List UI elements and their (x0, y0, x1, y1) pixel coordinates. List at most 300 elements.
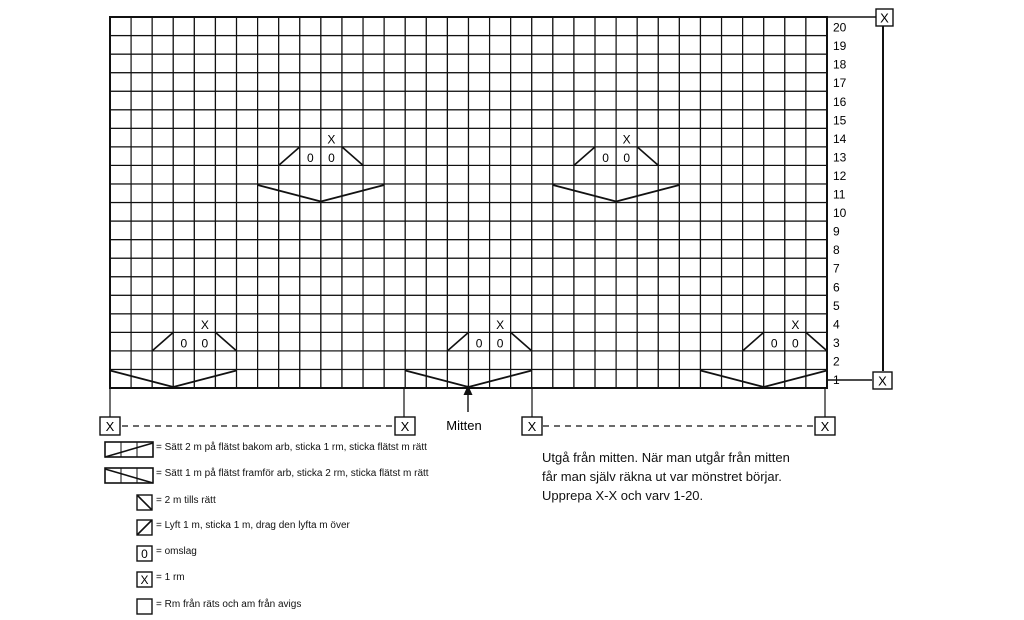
grid-cell (722, 351, 743, 370)
grid-cell (384, 203, 405, 222)
edge-x-symbol: X (327, 132, 336, 147)
grid-cell (722, 110, 743, 129)
grid-cell (785, 203, 806, 222)
row-number: 18 (833, 57, 847, 72)
grid-cell (258, 184, 279, 203)
instructions (542, 448, 882, 505)
grid-cell (131, 147, 152, 166)
grid-cell (152, 17, 173, 36)
grid-cell (131, 128, 152, 147)
grid-cell (743, 221, 764, 240)
grid-cell (574, 203, 595, 222)
grid-cell (595, 221, 616, 240)
grid-cell (490, 36, 511, 55)
grid-cell (152, 165, 173, 184)
grid-cell (384, 91, 405, 110)
grid-cell (279, 165, 300, 184)
grid-cell (469, 277, 490, 296)
grid-cell (110, 184, 131, 203)
grid-cell (764, 165, 785, 184)
grid-cell (258, 165, 279, 184)
grid-cell (237, 17, 258, 36)
grid-cell (342, 351, 363, 370)
grid-cell (658, 351, 679, 370)
instruction-line: får man själv räkna ut var mönstret börjar. (542, 469, 782, 484)
grid-cell (679, 110, 700, 129)
grid-cell (342, 17, 363, 36)
grid-cell (469, 147, 490, 166)
grid-cell (658, 36, 679, 55)
marker-label-3: X (527, 419, 537, 434)
grid-cell (447, 314, 468, 333)
grid-cell (595, 240, 616, 259)
grid-cell (806, 258, 827, 277)
grid-cell (806, 203, 827, 222)
grid-cell (194, 295, 215, 314)
grid-cell (152, 128, 173, 147)
row-number: 17 (833, 76, 847, 91)
edge-x-symbol: X (622, 132, 631, 147)
grid-cell (131, 314, 152, 333)
grid-cell (321, 184, 342, 203)
grid-cell (532, 258, 553, 277)
grid-cell (363, 351, 384, 370)
grid-cell (405, 351, 426, 370)
grid-cell (532, 17, 553, 36)
grid-cell (405, 110, 426, 129)
grid-cell (152, 314, 173, 333)
grid-cell (279, 17, 300, 36)
row-number: 3 (833, 335, 840, 350)
grid-cell (785, 147, 806, 166)
grid-cell (447, 147, 468, 166)
yarn-over-symbol: 0 (306, 150, 314, 165)
grid-cell (806, 221, 827, 240)
grid-cell (743, 36, 764, 55)
grid-cell (658, 91, 679, 110)
grid-cell (405, 147, 426, 166)
grid-cell (595, 314, 616, 333)
grid-cell (764, 36, 785, 55)
grid-cell (300, 332, 321, 351)
grid-cell (658, 54, 679, 73)
grid-cell (258, 277, 279, 296)
edge-x-symbol: X (200, 317, 209, 332)
grid-cell (764, 17, 785, 36)
grid-cell (321, 277, 342, 296)
grid-cell (321, 240, 342, 259)
grid-cell (237, 91, 258, 110)
grid-cell (595, 36, 616, 55)
grid-cell (679, 295, 700, 314)
grid-cell (110, 110, 131, 129)
grid-cell (574, 17, 595, 36)
grid-cell (700, 277, 721, 296)
grid-cell (574, 277, 595, 296)
grid-cell (469, 17, 490, 36)
grid-cell (152, 54, 173, 73)
grid-cell (616, 165, 637, 184)
grid-cell (110, 17, 131, 36)
grid-cell (426, 351, 447, 370)
grid-cell (363, 332, 384, 351)
grid-cell (574, 332, 595, 351)
grid-cell (806, 110, 827, 129)
row-number: 12 (833, 168, 847, 183)
grid-cell (237, 221, 258, 240)
grid-cell (363, 17, 384, 36)
grid-cell (447, 36, 468, 55)
grid-cell (553, 295, 574, 314)
grid-cell (300, 369, 321, 388)
grid-cell (405, 91, 426, 110)
grid-cell (342, 314, 363, 333)
row-number: 14 (833, 131, 847, 146)
grid-cell (511, 277, 532, 296)
grid-cell (679, 184, 700, 203)
grid-cell (743, 258, 764, 277)
grid-cell (258, 295, 279, 314)
grid-cell (405, 54, 426, 73)
grid-cell (553, 147, 574, 166)
grid-cell (785, 221, 806, 240)
grid-cell (806, 351, 827, 370)
grid-cell (679, 73, 700, 92)
grid-cell (363, 110, 384, 129)
row-number: 15 (833, 113, 847, 128)
grid-cell (637, 314, 658, 333)
grid-cell (279, 258, 300, 277)
grid-cell (785, 54, 806, 73)
grid-cell (110, 277, 131, 296)
grid-cell (342, 240, 363, 259)
grid-cell (553, 369, 574, 388)
grid-cell (194, 221, 215, 240)
grid-cell (679, 36, 700, 55)
grid-cell (532, 240, 553, 259)
grid-cell (131, 258, 152, 277)
grid-cell (279, 36, 300, 55)
grid-cell (363, 128, 384, 147)
center-label: Mitten (446, 418, 482, 433)
grid-cell (658, 221, 679, 240)
grid-cell (637, 369, 658, 388)
legend-item (100, 493, 520, 513)
grid-cell (215, 73, 236, 92)
grid-cell (405, 295, 426, 314)
grid-cell (110, 351, 131, 370)
grid-cell (384, 54, 405, 73)
grid-cell (215, 240, 236, 259)
grid-cell (679, 221, 700, 240)
grid-cell (806, 73, 827, 92)
grid-cell (595, 295, 616, 314)
grid-cell (405, 184, 426, 203)
grid-cell (426, 258, 447, 277)
cable-back-2-1-icon (104, 441, 156, 459)
grid-cell (595, 203, 616, 222)
grid-cell (384, 36, 405, 55)
grid-cell (405, 240, 426, 259)
grid-cell (363, 91, 384, 110)
grid-cell (722, 91, 743, 110)
grid-cell (237, 73, 258, 92)
grid-cell (321, 36, 342, 55)
grid-cell (405, 332, 426, 351)
grid-cell (215, 147, 236, 166)
grid-cell (426, 203, 447, 222)
legend-item (100, 518, 520, 538)
grid-cell (595, 128, 616, 147)
grid-cell (215, 295, 236, 314)
center-arrow (446, 385, 481, 433)
grid-cell (342, 91, 363, 110)
grid-cell (574, 369, 595, 388)
yarn-over-symbol: 0 (475, 336, 483, 351)
grid-cell (616, 221, 637, 240)
row-number: 6 (833, 280, 840, 295)
grid-cell (595, 369, 616, 388)
grid-cell (384, 184, 405, 203)
grid-cell (595, 351, 616, 370)
grid-cell (553, 54, 574, 73)
grid-cell (300, 91, 321, 110)
grid-cell (110, 314, 131, 333)
grid-cell (173, 54, 194, 73)
grid-cell (469, 110, 490, 129)
row-number: 4 (833, 317, 840, 332)
grid-cell (658, 240, 679, 259)
grid-cell (215, 258, 236, 277)
grid-cell (321, 73, 342, 92)
grid-cell (469, 203, 490, 222)
grid-cell (258, 258, 279, 277)
grid-cell (110, 258, 131, 277)
grid-cell (469, 240, 490, 259)
legend-item (100, 597, 520, 617)
grid-cell (658, 277, 679, 296)
instruction-line: Utgå från mitten. När man utgår från mitten (542, 450, 790, 465)
grid-cell (131, 73, 152, 92)
grid-cell (595, 165, 616, 184)
grid-cell (110, 295, 131, 314)
grid-cell (152, 369, 173, 388)
grid-cell (342, 165, 363, 184)
grid-cell (342, 258, 363, 277)
grid-cell (764, 295, 785, 314)
grid-cell (300, 128, 321, 147)
grid-cell (658, 128, 679, 147)
grid-cell (679, 54, 700, 73)
repeat-marker-bottom-label: X (878, 373, 887, 389)
grid-cell (616, 54, 637, 73)
grid-cell (806, 147, 827, 166)
grid-cell (131, 221, 152, 240)
grid-cell (384, 147, 405, 166)
grid-cell (110, 165, 131, 184)
grid-cell (173, 91, 194, 110)
grid-cell (194, 203, 215, 222)
yarn-over-symbol: 0 (496, 336, 504, 351)
grid-cell (405, 165, 426, 184)
grid-cell (342, 73, 363, 92)
grid-cell (110, 147, 131, 166)
grid-cell (405, 128, 426, 147)
grid-cell (194, 36, 215, 55)
grid-cell (342, 221, 363, 240)
yarn-over-symbol: 0 (770, 336, 778, 351)
grid-cell (194, 73, 215, 92)
grid-cell (279, 203, 300, 222)
grid-cell (384, 128, 405, 147)
grid-cell (616, 351, 637, 370)
grid-cell (658, 332, 679, 351)
grid-cell (722, 17, 743, 36)
grid-cell (321, 351, 342, 370)
grid-cell (532, 128, 553, 147)
grid-cell (700, 165, 721, 184)
grid-cell (384, 369, 405, 388)
grid-cell (616, 184, 637, 203)
grid-cell (679, 128, 700, 147)
grid-cell (279, 240, 300, 259)
grid-cell (490, 351, 511, 370)
grid-cell (553, 91, 574, 110)
grid-cell (384, 332, 405, 351)
grid-cell (637, 295, 658, 314)
grid-cell (679, 369, 700, 388)
grid-cell (173, 184, 194, 203)
grid-cell (511, 258, 532, 277)
grid-cell (658, 17, 679, 36)
grid-cell (616, 91, 637, 110)
grid-cell (722, 314, 743, 333)
grid-cell (658, 295, 679, 314)
grid-cell (131, 91, 152, 110)
grid-cell (658, 203, 679, 222)
grid-cell (616, 73, 637, 92)
svg-text:0: 0 (141, 547, 148, 561)
grid-cell (447, 184, 468, 203)
grid-cell (679, 203, 700, 222)
grid-cell (447, 73, 468, 92)
grid-cell (426, 184, 447, 203)
grid-cell (300, 351, 321, 370)
grid-cell (363, 184, 384, 203)
grid-cell (616, 240, 637, 259)
grid-cell (194, 110, 215, 129)
grid-cell (258, 314, 279, 333)
grid-cell (806, 91, 827, 110)
k2tog-icon (136, 494, 154, 512)
grid-cell (616, 36, 637, 55)
grid-cell (490, 221, 511, 240)
grid-cell (700, 17, 721, 36)
grid-cell (447, 91, 468, 110)
grid-cell (764, 314, 785, 333)
grid-cell (700, 351, 721, 370)
grid-cell (173, 147, 194, 166)
row-number: 9 (833, 224, 840, 239)
grid-cell (700, 369, 721, 388)
grid-cell (637, 73, 658, 92)
grid-cell (574, 91, 595, 110)
grid-cell (173, 369, 194, 388)
grid-cell (194, 91, 215, 110)
grid-cell (764, 203, 785, 222)
grid-cell (700, 147, 721, 166)
grid-cell (237, 369, 258, 388)
grid-cell (469, 128, 490, 147)
grid-cell (511, 240, 532, 259)
grid-cell (321, 258, 342, 277)
grid-cell (194, 351, 215, 370)
grid-cell (637, 91, 658, 110)
grid-cell (553, 332, 574, 351)
grid-cell (469, 351, 490, 370)
grid-cell (743, 277, 764, 296)
legend-text: = Sätt 1 m på flätst framför arb, sticka 2 rm, sticka flätst m rätt (156, 468, 429, 479)
grid-cell (258, 54, 279, 73)
grid-cell (532, 36, 553, 55)
grid-cell (743, 369, 764, 388)
grid-cell (342, 295, 363, 314)
grid-cell (658, 110, 679, 129)
grid-cell (363, 277, 384, 296)
grid-cell (700, 203, 721, 222)
grid-cell (743, 314, 764, 333)
grid-cell (595, 91, 616, 110)
yarn-over-symbol: 0 (328, 150, 335, 165)
grid-cell (384, 73, 405, 92)
grid-cell (426, 73, 447, 92)
grid-cell (173, 240, 194, 259)
grid-cell (743, 240, 764, 259)
grid-cell (679, 165, 700, 184)
grid-cell (532, 91, 553, 110)
grid-cell (679, 277, 700, 296)
grid-cell (553, 110, 574, 129)
grid-cell (764, 277, 785, 296)
grid-cell (384, 110, 405, 129)
grid-cell (553, 73, 574, 92)
grid-cell (321, 295, 342, 314)
grid-cell (785, 128, 806, 147)
grid-cell (426, 314, 447, 333)
grid-cell (679, 17, 700, 36)
grid-cell (490, 258, 511, 277)
grid-cell (215, 277, 236, 296)
yarn-over-icon (136, 545, 154, 563)
grid-cell (490, 184, 511, 203)
grid-cell (426, 17, 447, 36)
grid-cell (574, 314, 595, 333)
legend-item (100, 440, 520, 460)
grid-cell (321, 332, 342, 351)
grid-cell (363, 369, 384, 388)
grid-cell (447, 240, 468, 259)
row-number: 16 (833, 94, 847, 109)
grid-cell (490, 73, 511, 92)
grid-cell (215, 165, 236, 184)
grid-cell (532, 221, 553, 240)
grid-cell (363, 314, 384, 333)
grid-cell (722, 165, 743, 184)
grid-cell (321, 203, 342, 222)
grid-cell (215, 369, 236, 388)
grid-cell (405, 73, 426, 92)
grid-cell (806, 17, 827, 36)
